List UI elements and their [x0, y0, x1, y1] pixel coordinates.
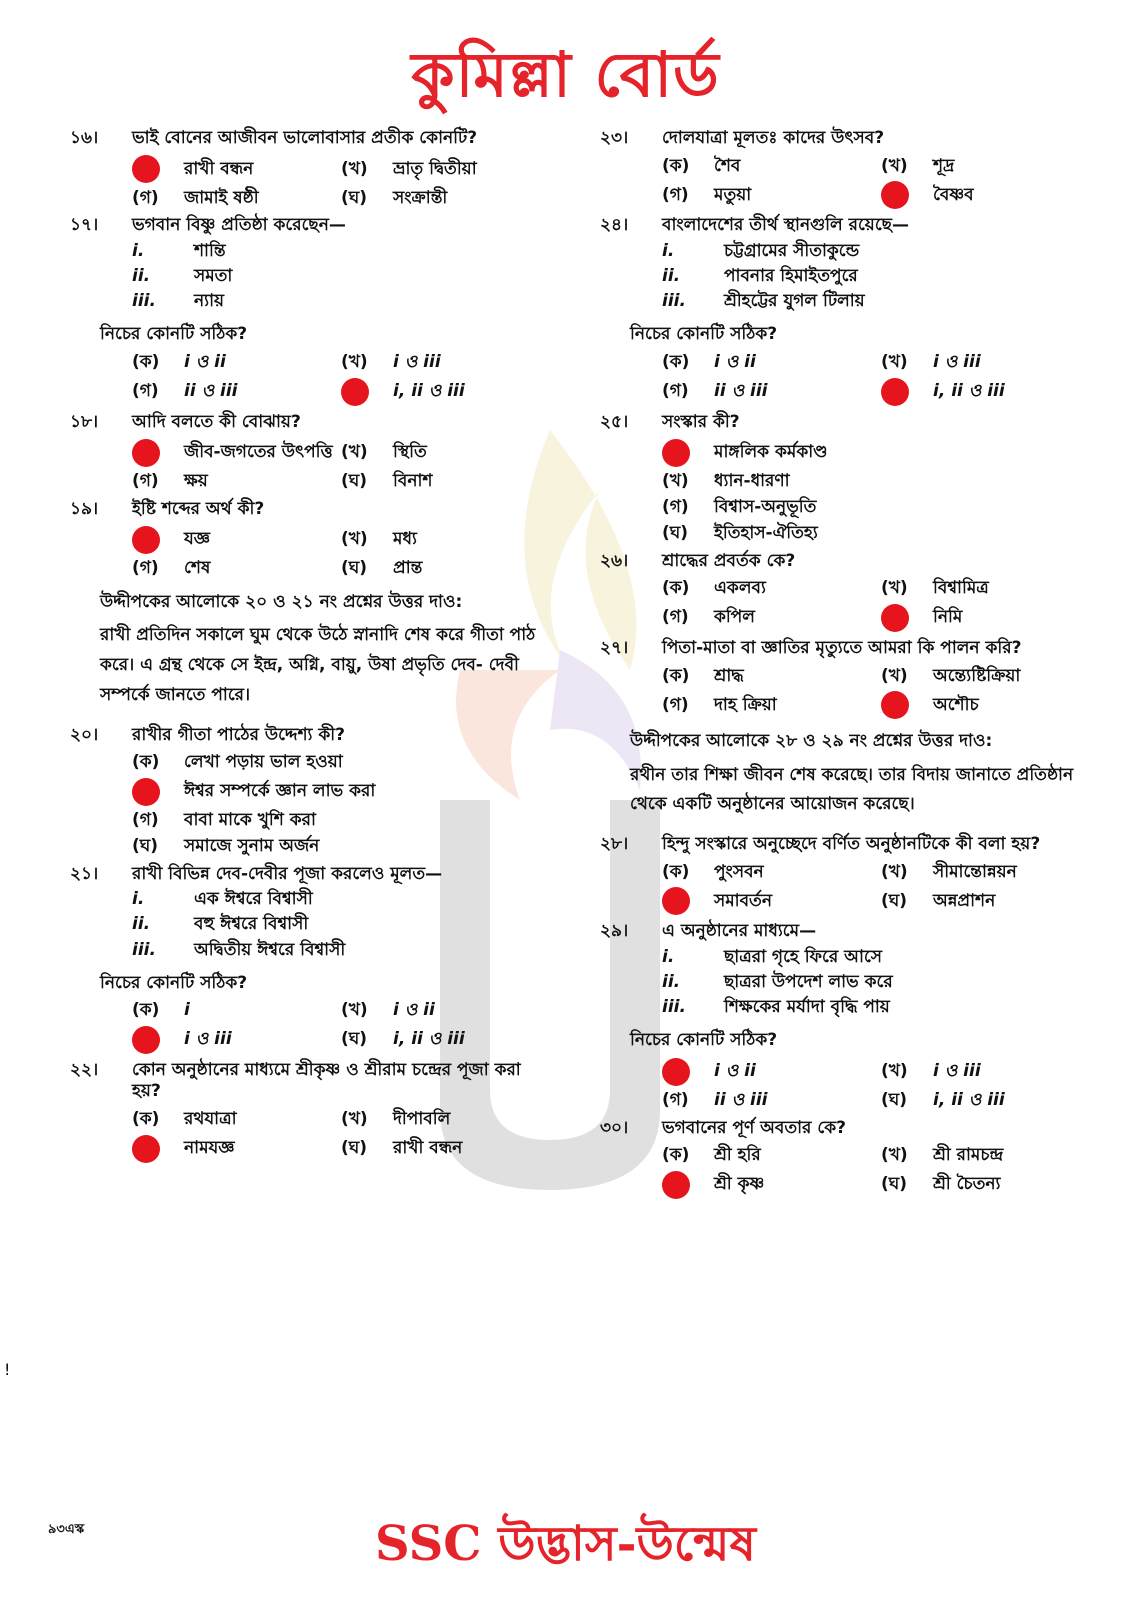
question-number: ১৭। — [70, 215, 99, 236]
option-gha[interactable]: (ঘ) অন্নপ্রাশন — [881, 890, 996, 911]
option-gha[interactable]: i, ii ও iii — [341, 378, 550, 406]
statement: ii. সমতা — [132, 265, 233, 286]
option-ka[interactable]: মাঙ্গলিক কর্মকাণ্ড — [662, 439, 1100, 467]
option-ga[interactable]: (গ) ii ও iii — [132, 380, 238, 401]
option-ga[interactable]: (গ) বাবা মাকে খুশি করা — [132, 810, 316, 831]
option-ga[interactable]: i ও iii — [132, 1026, 341, 1054]
question-text: রাখীর গীতা পাঠের উদ্দেশ্য কী? — [132, 724, 346, 745]
statement: iii. অদ্বিতীয় ঈশ্বরে বিশ্বাসী — [132, 939, 346, 960]
option-ga[interactable]: (গ) ii ও iii — [662, 1089, 768, 1110]
answer-dot — [662, 887, 714, 915]
option-gha[interactable]: (ঘ) সমাজে সুনাম অর্জন — [132, 836, 320, 857]
question-number: ৩০। — [600, 1117, 629, 1138]
question-30 — [600, 1118, 1100, 1199]
option-kha[interactable]: ঈশ্বর সম্পর্কে জ্ঞান লাভ করা — [132, 778, 550, 806]
which-correct-prompt: নিচের কোনটি সঠিক? — [630, 324, 778, 345]
question-27 — [600, 638, 1100, 719]
question-28 — [600, 834, 1100, 915]
option-gha[interactable]: (ঘ) রাখী বন্ধন — [341, 1137, 463, 1158]
option-kha[interactable]: (খ) স্থিতি — [341, 442, 427, 463]
which-correct-prompt: নিচের কোনটি সঠিক? — [100, 972, 248, 993]
question-text: হিন্দু সংস্কারে অনুচ্ছেদে বর্ণিত অনুষ্ঠানটিকে কী বলা হয়? — [662, 834, 1041, 854]
option-kha[interactable]: (খ) i ও iii — [881, 1060, 981, 1081]
option-kha[interactable]: (খ) সীমান্তোন্নয়ন — [881, 861, 1017, 882]
option-kha[interactable]: (খ) অন্ত্যেষ্টিক্রিয়া — [881, 665, 1021, 686]
option-kha[interactable]: (খ) i ও iii — [341, 351, 441, 372]
question-number: ২৬। — [600, 550, 629, 571]
option-ga[interactable]: (গ) বিশ্বাস-অনুভূতি — [662, 497, 817, 518]
question-text: কোন অনুষ্ঠানের মাধ্যমে শ্রীকৃষ্ণ ও শ্রীরাম চন্দ্রের পূজা করা হয়? — [132, 1060, 521, 1102]
answer-dot — [881, 604, 933, 632]
option-gha[interactable]: নিমি — [881, 604, 1100, 632]
option-ka[interactable]: (ক) পুংসবন — [662, 861, 764, 882]
option-kha[interactable]: (খ) মধ্য — [341, 529, 417, 550]
question-number: ১৬। — [70, 128, 99, 148]
answer-dot — [132, 526, 184, 554]
statement: i. চট্টগ্রামের সীতাকুন্ডে — [662, 240, 860, 261]
question-24 — [600, 215, 1100, 405]
option-ga[interactable]: সমাবর্তন — [662, 887, 881, 915]
option-ga[interactable]: (গ) শেষ — [132, 558, 211, 579]
option-ga[interactable]: (গ) মতুয়া — [662, 184, 752, 205]
question-text: এ অনুষ্ঠানের মাধ্যমে— — [662, 921, 817, 942]
question-number: ২২। — [70, 1060, 99, 1080]
footer-title: SSC উদ্ভাস-উন্মেষ — [375, 1516, 756, 1572]
option-ka[interactable]: (ক) i ও ii — [132, 351, 226, 372]
answer-dot — [341, 378, 393, 406]
answer-dot — [132, 155, 184, 183]
statement: i. এক ঈশ্বরে বিশ্বাসী — [132, 889, 313, 909]
option-ga[interactable]: (গ) ক্ষয় — [132, 471, 208, 492]
option-gha[interactable]: (ঘ) সংক্রান্তী — [341, 187, 448, 208]
question-number: ১৯। — [70, 498, 99, 519]
question-18 — [70, 412, 550, 493]
option-ga[interactable]: (গ) দাহ ক্রিয়া — [662, 694, 777, 715]
option-kha[interactable]: (খ) দীপাবলি — [341, 1108, 451, 1129]
option-gha[interactable]: (ঘ) i, ii ও iii — [881, 1089, 1005, 1110]
left-column — [70, 128, 550, 1169]
option-ga[interactable]: শ্রী কৃষ্ণ — [662, 1171, 881, 1199]
option-ka[interactable]: (ক) শৈব — [662, 155, 741, 176]
question-26 — [600, 551, 1100, 632]
question-20 — [70, 725, 550, 858]
statement: ii. পাবনার হিমাইতপুরে — [662, 265, 858, 286]
question-number: ২১। — [70, 863, 99, 884]
question-text: আদি বলতে কী বোঝায়? — [132, 411, 301, 432]
answer-dot — [881, 691, 933, 719]
which-correct-prompt: নিচের কোনটি সঠিক? — [100, 324, 248, 345]
option-kha[interactable]: (খ) শূদ্র — [881, 155, 955, 176]
question-number: ১৮। — [70, 411, 99, 432]
option-kha[interactable]: (খ) ভ্রাতৃ দ্বিতীয়া — [341, 158, 477, 179]
answer-dot — [132, 439, 184, 467]
question-number: ২৩। — [600, 128, 629, 148]
answer-dot — [662, 1171, 714, 1199]
answer-dot — [132, 1026, 184, 1054]
passage-title: উদ্দীপকের আলোকে ২০ ও ২১ নং প্রশ্নের উত্তর দাও: — [100, 592, 463, 612]
answer-dot — [881, 378, 933, 406]
option-gha[interactable]: i, ii ও iii — [881, 378, 1100, 406]
page-title: কুমিল্লা বোর্ড — [411, 38, 720, 111]
question-17 — [70, 215, 550, 405]
option-gha[interactable]: বৈষ্ণব — [881, 181, 1100, 209]
statement: ii. বহু ঈশ্বরে বিশ্বাসী — [132, 914, 309, 935]
margin-mark: ! — [4, 1360, 11, 1379]
question-number: ২৫। — [600, 411, 629, 432]
option-ga[interactable]: (গ) কপিল — [662, 607, 755, 628]
question-29 — [600, 921, 1100, 1111]
question-number: ২৭। — [600, 638, 629, 658]
question-text: শ্রাদ্ধের প্রবর্তক কে? — [662, 550, 796, 571]
option-ka[interactable]: (ক) একলব্য — [662, 578, 766, 599]
option-gha[interactable]: (ঘ) প্রান্ত — [341, 558, 423, 579]
option-kha[interactable]: (খ) ধ্যান-ধারণা — [662, 471, 790, 492]
answer-dot — [881, 181, 933, 209]
option-gha[interactable]: (ঘ) ইতিহাস-ঐতিহ্য — [662, 523, 818, 544]
option-kha[interactable]: (খ) i ও ii — [341, 1000, 435, 1021]
answer-dot — [662, 439, 714, 467]
question-number: ২৮। — [600, 834, 629, 854]
page-code: ৯৩এস্ক — [48, 1522, 85, 1537]
question-text: দোলযাত্রা মূলতঃ কাদের উৎসব? — [662, 128, 885, 148]
option-gha[interactable]: (ঘ) i, ii ও iii — [341, 1029, 465, 1050]
question-21 — [70, 864, 550, 1054]
question-text: ভগবানের পূর্ণ অবতার কে? — [662, 1117, 846, 1138]
question-text: বাংলাদেশের তীর্থ স্থানগুলি রয়েছে— — [662, 215, 909, 236]
option-kha[interactable]: (খ) বিশ্বামিত্র — [881, 578, 989, 599]
statement: iii. ন্যায় — [132, 291, 225, 311]
question-text: পিতা-মাতা বা জ্ঞাতির মৃত্যুতে আমরা কি পালন করি? — [662, 638, 1022, 658]
question-number: ২৪। — [600, 215, 629, 236]
statement: iii. শ্রীহট্টের যুগল টিলায় — [662, 291, 865, 311]
statement: iii. শিক্ষকের মর্যাদা বৃদ্ধি পায় — [662, 997, 890, 1017]
passage-title: উদ্দীপকের আলোকে ২৮ ও ২৯ নং প্রশ্নের উত্তর দাও: — [630, 731, 993, 752]
question-text: ভাই বোনের আজীবন ভালোবাসার প্রতীক কোনটি? — [132, 128, 478, 148]
answer-dot — [132, 778, 184, 806]
question-25 — [600, 412, 1100, 545]
question-text: রাখী বিভিন্ন দেব-দেবীর পূজা করলেও মূলত— — [132, 863, 443, 884]
option-ga[interactable]: নামযজ্ঞ — [132, 1135, 341, 1163]
option-ka[interactable]: (ক) i — [132, 1000, 190, 1021]
question-22 — [70, 1060, 550, 1163]
question-text: সংস্কার কী? — [662, 411, 740, 432]
option-kha[interactable]: (খ) শ্রী রামচন্দ্র — [881, 1145, 1004, 1166]
question-16 — [70, 128, 550, 209]
option-ka[interactable]: (ক) রথযাত্রা — [132, 1108, 237, 1129]
question-text: ইষ্টি শব্দের অর্থ কী? — [132, 498, 265, 519]
question-text: ভগবান বিষ্ণু প্রতিষ্ঠা করেছেন— — [132, 215, 346, 236]
option-ka[interactable]: (ক) লেখা পড়ায় ভাল হওয়া — [132, 752, 343, 773]
answer-dot — [662, 1058, 714, 1086]
which-correct-prompt: নিচের কোনটি সঠিক? — [630, 1030, 778, 1051]
option-gha[interactable]: অশৌচ — [881, 691, 1100, 719]
passage-text: রাখী প্রতিদিন সকালে ঘুম থেকে উঠে স্নানাদি শেষ করে গীতা পাঠ করে। এ গ্রন্থ থেকে সে ইন্দ্র, অগ্নি, বায়ু, উষা প্রভৃতি দেব- দেবী সম্পর্কে জানতে পারে। — [100, 625, 536, 705]
option-ka[interactable]: যজ্ঞ — [132, 526, 341, 554]
passage-text: রথীন তার শিক্ষা জীবন শেষ করেছে। তার বিদায় জানাতে প্রতিষ্ঠান থেকে একটি অনুষ্ঠানের আয়োজন করেছে। — [630, 764, 1074, 815]
option-gha[interactable]: (ঘ) শ্রী চৈতন্য — [881, 1174, 1001, 1195]
option-ka[interactable]: i ও ii — [662, 1058, 881, 1086]
question-number: ২০। — [70, 724, 99, 745]
option-ka[interactable]: (ক) শ্রী হরি — [662, 1145, 761, 1166]
option-gha[interactable]: (ঘ) বিনাশ — [341, 471, 433, 492]
option-ka[interactable]: রাখী বন্ধন — [132, 155, 341, 183]
statement: ii. ছাত্ররা উপদেশ লাভ করে — [662, 971, 893, 992]
right-column — [600, 128, 1100, 1205]
question-23 — [600, 128, 1100, 209]
statement: i. শান্তি — [132, 240, 226, 261]
option-ka[interactable]: (ক) শ্রাদ্ধ — [662, 665, 744, 686]
option-ka[interactable]: জীব-জগতের উৎপত্তি — [132, 439, 341, 467]
question-19 — [70, 499, 550, 580]
question-number: ২৯। — [600, 921, 629, 942]
option-ka[interactable]: (ক) i ও ii — [662, 351, 756, 372]
option-kha[interactable]: (খ) i ও iii — [881, 351, 981, 372]
answer-dot — [132, 1135, 184, 1163]
statement: i. ছাত্ররা গৃহে ফিরে আসে — [662, 946, 883, 967]
option-ga[interactable]: (গ) ii ও iii — [662, 380, 768, 401]
option-ga[interactable]: (গ) জামাই ষষ্ঠী — [132, 187, 259, 208]
